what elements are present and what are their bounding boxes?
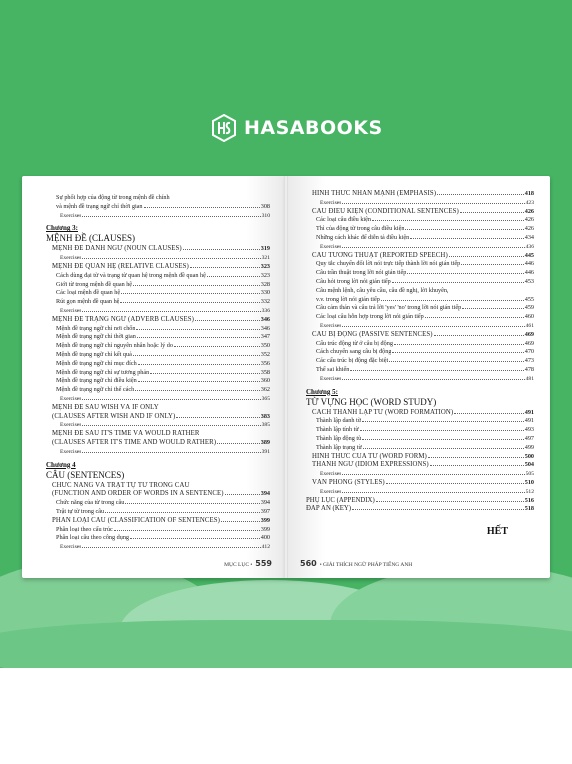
toc-entry: [46, 517, 270, 526]
toc-entry: [306, 417, 534, 426]
toc-page-number: 323: [260, 262, 270, 270]
toc-entry-title: THÀNH NGỮ (IDIOM EXPRESSIONS): [312, 461, 429, 469]
chapter-title: CÂU (SENTENCES): [46, 469, 125, 480]
toc-entry-title: Exercises: [60, 307, 82, 314]
toc-page-number: 394: [260, 499, 270, 507]
toc-page-number: 478: [524, 365, 534, 373]
toc-entry-title: Các cấu trúc bị động đặc biệt: [316, 357, 389, 365]
right-page: [286, 176, 550, 578]
toc-entry-title: Câu trần thuật trong lời nói gián tiếp: [316, 269, 407, 277]
toc-entry: [306, 313, 534, 322]
leader-dots: [372, 220, 524, 221]
toc-entry-title: Exercises: [320, 243, 342, 250]
leader-dots: [392, 282, 524, 283]
toc-page-number: 516: [524, 496, 534, 504]
toc-entry: [46, 413, 270, 422]
toc-entry: [306, 331, 534, 340]
toc-entry: [306, 366, 534, 375]
toc-page-number: 497: [524, 434, 534, 442]
toc-entry: [306, 357, 534, 366]
toc-entry: [306, 453, 534, 462]
toc-entry: [306, 269, 534, 278]
chapter-title: TỪ VỰNG HỌC (WORD STUDY): [306, 396, 437, 407]
brand-name: HASABOOKS: [244, 117, 383, 139]
toc-entry-title: Quy tắc chuyển đổi lời nói trực tiếp thành lời nói gián tiếp: [316, 260, 461, 268]
toc-page-number: 394: [260, 490, 270, 498]
leader-dots: [434, 335, 524, 336]
leader-dots: [82, 399, 260, 400]
leader-dots: [82, 216, 260, 217]
chapter-label: Chương 5:: [306, 387, 338, 396]
toc-entry: [46, 482, 270, 491]
toc-page-number: 446: [524, 260, 534, 268]
toc-page-number: 493: [524, 426, 534, 434]
toc-entry-title: Mệnh đề trạng ngữ chỉ thời gian: [56, 333, 136, 341]
toc-entry-title: MỆNH ĐỀ QUAN HỆ (RELATIVE CLAUSES): [52, 262, 189, 270]
toc-entry-title: Rút gọn mệnh đề quan hệ: [56, 298, 120, 306]
leader-dots: [342, 492, 524, 493]
toc-page-number: 385: [261, 422, 270, 429]
page-number: 560: [300, 559, 317, 568]
toc-page-number: 491: [524, 417, 534, 425]
toc-entry: [46, 298, 270, 307]
toc-page-number: 352: [260, 350, 270, 358]
leader-dots: [363, 448, 524, 449]
toc-entry-title: Mệnh đề trạng ngữ chỉ nguyên nhân hoặc lý do: [56, 342, 173, 350]
leader-dots: [130, 538, 260, 539]
toc-page-number: 412: [261, 544, 270, 551]
toc-page-number: 397: [260, 507, 270, 515]
toc-entry-title: Mệnh đề trạng ngữ chỉ sự tương phản: [56, 368, 150, 376]
toc-entry-title: Thành lập động từ: [316, 434, 362, 442]
leader-dots: [362, 439, 523, 440]
toc-entry-title: Exercises: [320, 488, 342, 495]
leader-dots: [425, 317, 524, 318]
toc-page-number: 346: [260, 315, 270, 323]
toc-entry-title: Thì của động từ trong câu điều kiện: [316, 225, 405, 233]
toc-entry: [46, 430, 270, 439]
toc-entry: [46, 490, 270, 499]
toc-entry: [46, 386, 270, 395]
toc-page-number: 436: [525, 243, 534, 250]
toc-entry: [306, 409, 534, 418]
toc-page-number: 362: [260, 386, 270, 394]
leader-dots: [460, 212, 524, 213]
leader-dots: [360, 430, 524, 431]
toc-entry-title: Cấu trúc động từ ở câu bị động: [316, 339, 393, 347]
toc-entry-title: Exercises: [60, 448, 82, 455]
chapter-label: Chương 4: [46, 460, 76, 469]
leader-dots: [82, 452, 260, 453]
toc-entry: [306, 225, 534, 234]
toc-entry: [306, 199, 534, 208]
toc-page-number: 512: [525, 488, 534, 495]
toc-page-number: 350: [260, 342, 270, 350]
leader-dots: [394, 344, 524, 345]
leader-dots: [176, 417, 259, 418]
toc-page-number: 319: [260, 245, 270, 253]
toc-page-number: 321: [261, 255, 270, 262]
book-spine: [284, 176, 288, 578]
toc-entry: [306, 216, 534, 225]
toc-page-number: 323: [260, 271, 270, 279]
toc-entry-title: PHÂN LOẠI CÂU (CLASSIFICATION OF SENTENCES): [52, 516, 220, 524]
toc-entry-title: MỆNH ĐỀ SAU WISH VÀ IF ONLY: [52, 403, 159, 411]
toc-page-number: 461: [525, 322, 534, 329]
toc-entry: [46, 526, 270, 535]
toc-entry: [46, 534, 270, 543]
toc-page-number: 308: [260, 202, 270, 210]
toc-entry-title: CÂU BỊ ĐỘNG (PASSIVE SENTENCES): [312, 330, 433, 338]
toc-entry: [46, 212, 270, 221]
leader-dots: [221, 521, 260, 522]
toc-page-number: 499: [524, 443, 534, 451]
leader-dots: [362, 421, 524, 422]
toc-entry: [46, 307, 270, 316]
toc-page-number: 347: [260, 333, 270, 341]
leader-dots: [461, 264, 523, 265]
leader-dots: [449, 256, 524, 257]
toc-entry-title: Mệnh đề trạng ngữ chỉ kết quả: [56, 350, 132, 358]
brand-logo: [212, 114, 383, 142]
toc-page-number: 310: [261, 212, 270, 219]
toc-entry: [306, 322, 534, 331]
toc-page-number: 328: [260, 280, 270, 288]
leader-dots: [350, 370, 523, 371]
toc-entry-title: CÂU ĐIỀU KIỆN (CONDITIONAL SENTENCES): [312, 207, 459, 215]
toc-entry: [46, 421, 270, 430]
toc-entry-title: Exercises: [60, 395, 82, 402]
toc-page-number: 459: [524, 304, 534, 312]
toc-entry-title: MỆNH ĐỀ SAU IT'S TIME VÀ WOULD RATHER: [52, 430, 200, 438]
toc-entry-title: Các loại câu hỗn hợp trong lời nói gián tiếp: [316, 313, 424, 321]
toc-entry-title: Exercises: [320, 199, 342, 206]
leader-dots: [114, 530, 260, 531]
toc-entry-title: Câu hỏi trong lời nói gián tiếp: [316, 277, 391, 285]
toc-page-number: 346: [260, 324, 270, 332]
toc-entry: [46, 499, 270, 508]
toc-page-number: 469: [524, 339, 534, 347]
toc-entry-title: Mệnh đề trạng ngữ chỉ điều kiện: [56, 377, 137, 385]
toc-page-number: 399: [260, 525, 270, 533]
toc-entry: [306, 234, 534, 243]
leader-dots: [82, 425, 260, 426]
toc-entry-title: Mệnh đề trạng ngữ chỉ mục đích: [56, 359, 137, 367]
toc-page-number: 426: [524, 207, 534, 215]
toc-entry-title: CÂU TƯỜNG THUẬT (REPORTED SPEECH): [312, 251, 448, 259]
leader-dots: [195, 320, 260, 321]
toc-entry: [46, 194, 270, 203]
leader-dots: [105, 512, 260, 513]
leader-dots: [462, 308, 524, 309]
toc-entry: [46, 263, 270, 272]
leader-dots: [342, 474, 524, 475]
toc-entry-title: Cách chuyển sang câu bị động: [316, 348, 392, 356]
leader-dots: [82, 258, 260, 259]
leader-dots: [120, 302, 259, 303]
leader-dots: [174, 346, 260, 347]
toc-page-number: 391: [261, 448, 270, 455]
toc-entry-title: HÌNH THỨC NHẤN MẠNH (EMPHASIS): [312, 190, 437, 197]
toc-page-number: 505: [525, 471, 534, 478]
toc-page-number: 426: [524, 225, 534, 233]
leader-dots: [135, 390, 259, 391]
leader-dots: [437, 194, 524, 195]
toc-entry-title: Phân loại câu theo công dụng: [56, 534, 130, 542]
toc-page-number: 358: [260, 368, 270, 376]
leader-dots: [225, 494, 260, 495]
toc-entry-title: Trật tự từ trong câu: [56, 507, 105, 515]
toc-page-number: 510: [524, 478, 534, 486]
toc-page-number: 383: [260, 412, 270, 420]
leader-dots: [410, 238, 524, 239]
leader-dots: [121, 293, 260, 294]
toc-entry-title: Exercises: [60, 212, 82, 219]
toc-entry-title: Thành lập tính từ: [316, 426, 359, 434]
leader-dots: [342, 247, 524, 248]
leader-dots: [454, 413, 523, 414]
leader-dots: [183, 249, 260, 250]
toc-entry-title: MỆNH ĐỀ DANH NGỮ (NOUN CLAUSES): [52, 245, 182, 253]
toc-entry-title: PHỤ LỤC (APPENDIX): [306, 496, 375, 504]
leader-dots: [133, 285, 260, 286]
toc-entry: [46, 351, 270, 360]
leader-dots: [207, 276, 260, 277]
page-footer: [224, 559, 272, 568]
leader-dots: [190, 267, 260, 268]
toc-entry: [306, 488, 534, 497]
leader-dots: [137, 337, 260, 338]
toc-entry: [46, 245, 270, 254]
toc-page-number: 423: [525, 199, 534, 206]
toc-page-number: 446: [524, 269, 534, 277]
toc-page-number: 518: [524, 505, 534, 513]
white-bottom-band: [0, 668, 572, 764]
toc-page-number: 332: [260, 298, 270, 306]
toc-page-number: 399: [260, 516, 270, 524]
leader-dots: [150, 373, 259, 374]
left-page: [22, 176, 286, 578]
leader-dots: [342, 203, 524, 204]
toc-entry-title: (CLAUSES AFTER IT'S TIME AND WOULD RATHER): [52, 438, 217, 446]
toc-page-number: 469: [524, 330, 534, 338]
toc-entry-title: Những cách khác để diễn tả điều kiện: [316, 233, 410, 241]
toc-entry-title: HÌNH THỨC CỦA TỪ (WORD FORM): [312, 452, 427, 460]
leader-dots: [392, 352, 523, 353]
toc-page-number: 356: [260, 359, 270, 367]
left-toc: [46, 194, 270, 552]
footer-label: MỤC LỤC •: [224, 562, 253, 568]
toc-entry: [46, 272, 270, 281]
chapter-label: Chương 3:: [46, 224, 78, 233]
toc-entry-title: Thành lập danh từ: [316, 417, 362, 425]
toc-entry: [306, 278, 534, 287]
toc-entry-title: CÁCH THÀNH LẬP TỪ (WORD FORMATION): [312, 408, 454, 416]
toc-entry-title: Mệnh đề trạng ngữ chỉ thể cách: [56, 386, 135, 394]
toc-page-number: 500: [524, 452, 534, 460]
toc-entry: [46, 508, 270, 517]
toc-entry-title: v.v. trong lời nói gián tiếp: [316, 295, 380, 303]
toc-entry: [306, 340, 534, 349]
toc-entry: [46, 369, 270, 378]
toc-entry: [306, 479, 534, 488]
toc-page-number: 400: [260, 534, 270, 542]
toc-page-number: 445: [524, 251, 534, 259]
leader-dots: [352, 509, 524, 510]
toc-entry-title: Thành lập trạng từ: [316, 443, 362, 451]
toc-entry: [46, 333, 270, 342]
toc-entry: [306, 375, 534, 384]
toc-entry: [306, 296, 534, 305]
leader-dots: [381, 300, 524, 301]
toc-entry-title: CHỨC NĂNG VÀ TRẬT TỰ TỪ TRONG CÂU: [52, 481, 190, 489]
toc-page-number: 330: [260, 289, 270, 297]
toc-entry-title: Mệnh đề trạng ngữ chỉ nơi chốn: [56, 324, 136, 332]
leader-dots: [125, 503, 259, 504]
toc-entry: [306, 348, 534, 357]
toc-entry: [46, 281, 270, 290]
toc-entry-title: Câu mệnh lệnh, câu yêu cầu, câu đề nghị, lời khuyên,: [316, 286, 449, 294]
chapter-title: MỆNH ĐỀ (CLAUSES): [46, 233, 135, 244]
toc-entry: [46, 395, 270, 404]
toc-entry: [306, 426, 534, 435]
toc-page-number: 491: [524, 408, 534, 416]
toc-page-number: 389: [260, 438, 270, 446]
toc-entry: [306, 497, 534, 506]
toc-entry-title: Exercises: [60, 422, 82, 429]
toc-entry-title: Sự phối hợp của động từ trong mệnh đề chính: [56, 194, 170, 201]
toc-entry-title: Exercises: [60, 255, 82, 262]
toc-entry-title: Cách dùng đại từ và trạng từ quan hệ trong mệnh đề quan hệ: [56, 271, 206, 279]
toc-entry: [306, 435, 534, 444]
toc-entry: [306, 287, 534, 296]
page-number: 559: [255, 559, 272, 568]
leader-dots: [217, 443, 260, 444]
toc-entry-title: (FUNCTION AND ORDER OF WORDS IN A SENTENCE): [52, 490, 224, 498]
leader-dots: [386, 483, 524, 484]
leader-dots: [376, 501, 524, 502]
toc-entry-title: Exercises: [320, 322, 342, 329]
toc-entry: [306, 208, 534, 217]
toc-entry: [46, 543, 270, 552]
toc-entry-title: ĐÁP ÁN (KEY): [306, 505, 352, 513]
toc-page-number: 360: [260, 377, 270, 385]
toc-page-number: 481: [525, 375, 534, 382]
toc-entry-title: Các loại mệnh đề quan hệ: [56, 289, 121, 297]
leader-dots: [342, 326, 524, 327]
leader-dots: [389, 361, 524, 362]
toc-entry-title: Giới từ trong mệnh đề quan hệ: [56, 280, 133, 288]
toc-entry: [46, 439, 270, 448]
toc-entry: [306, 444, 534, 453]
toc-entry: [306, 505, 534, 514]
toc-page-number: 336: [261, 307, 270, 314]
leader-dots: [407, 273, 523, 274]
toc-entry-title: Câu cảm thán và câu trả lời 'yes' 'no' trong lời nói gián tiếp: [316, 304, 462, 312]
toc-entry-title: Exercises: [320, 471, 342, 478]
page-footer: [300, 559, 412, 568]
open-book: [22, 170, 550, 580]
toc-entry-title: và mệnh đề trạng ngữ chỉ thời gian: [56, 202, 143, 210]
leader-dots: [138, 364, 260, 365]
toc-page-number: 455: [524, 295, 534, 303]
toc-page-number: 418: [524, 190, 534, 197]
toc-entry-title: Phân loại theo cấu trúc: [56, 525, 113, 533]
footer-label: • GIẢI THÍCH NGỮ PHÁP TIẾNG ANH: [319, 562, 413, 568]
leader-dots: [82, 311, 260, 312]
toc-page-number: 504: [524, 461, 534, 469]
toc-page-number: 365: [261, 395, 270, 402]
leader-dots: [138, 381, 260, 382]
toc-entry-title: Chức năng của từ trong câu: [56, 499, 125, 507]
leader-dots: [405, 229, 523, 230]
toc-entry-title: Thể sai khiến: [316, 365, 350, 373]
toc-entry: [46, 203, 270, 212]
leader-dots: [428, 457, 524, 458]
toc-entry: [46, 254, 270, 263]
toc-page-number: 473: [524, 357, 534, 365]
toc-page-number: 460: [524, 313, 534, 321]
leader-dots: [144, 207, 260, 208]
leader-dots: [82, 547, 260, 548]
toc-entry: [306, 470, 534, 479]
toc-entry: [306, 243, 534, 252]
toc-entry: [306, 304, 534, 313]
toc-entry-title: Exercises: [320, 375, 342, 382]
toc-entry: [306, 190, 534, 199]
toc-entry: [46, 377, 270, 386]
toc-page-number: 426: [524, 216, 534, 224]
end-mark: HẾT: [486, 526, 508, 537]
toc-entry-title: MỆNH ĐỀ TRẠNG NGỮ (ADVERB CLAUSES): [52, 315, 195, 323]
toc-page-number: 453: [524, 277, 534, 285]
toc-entry: [46, 448, 270, 457]
toc-entry-title: Exercises: [60, 544, 82, 551]
leader-dots: [430, 465, 524, 466]
toc-entry-title: (CLAUSES AFTER WISH AND IF ONLY): [52, 412, 176, 420]
toc-entry: [306, 461, 534, 470]
toc-entry-title: Các loại câu điều kiện: [316, 216, 371, 224]
leader-dots: [136, 329, 259, 330]
toc-entry: [46, 316, 270, 325]
toc-entry: [306, 260, 534, 269]
toc-entry: [46, 404, 270, 413]
toc-page-number: 470: [524, 348, 534, 356]
leader-dots: [133, 355, 260, 356]
toc-page-number: 434: [524, 233, 534, 241]
right-toc: [306, 190, 534, 514]
toc-entry: [46, 342, 270, 351]
toc-entry: [46, 289, 270, 298]
toc-entry: [46, 360, 270, 369]
toc-entry: [46, 325, 270, 334]
hs-logo-icon: [212, 114, 236, 142]
leader-dots: [342, 379, 524, 380]
toc-entry-title: VĂN PHONG (STYLES): [312, 478, 385, 486]
toc-entry: [306, 252, 534, 261]
